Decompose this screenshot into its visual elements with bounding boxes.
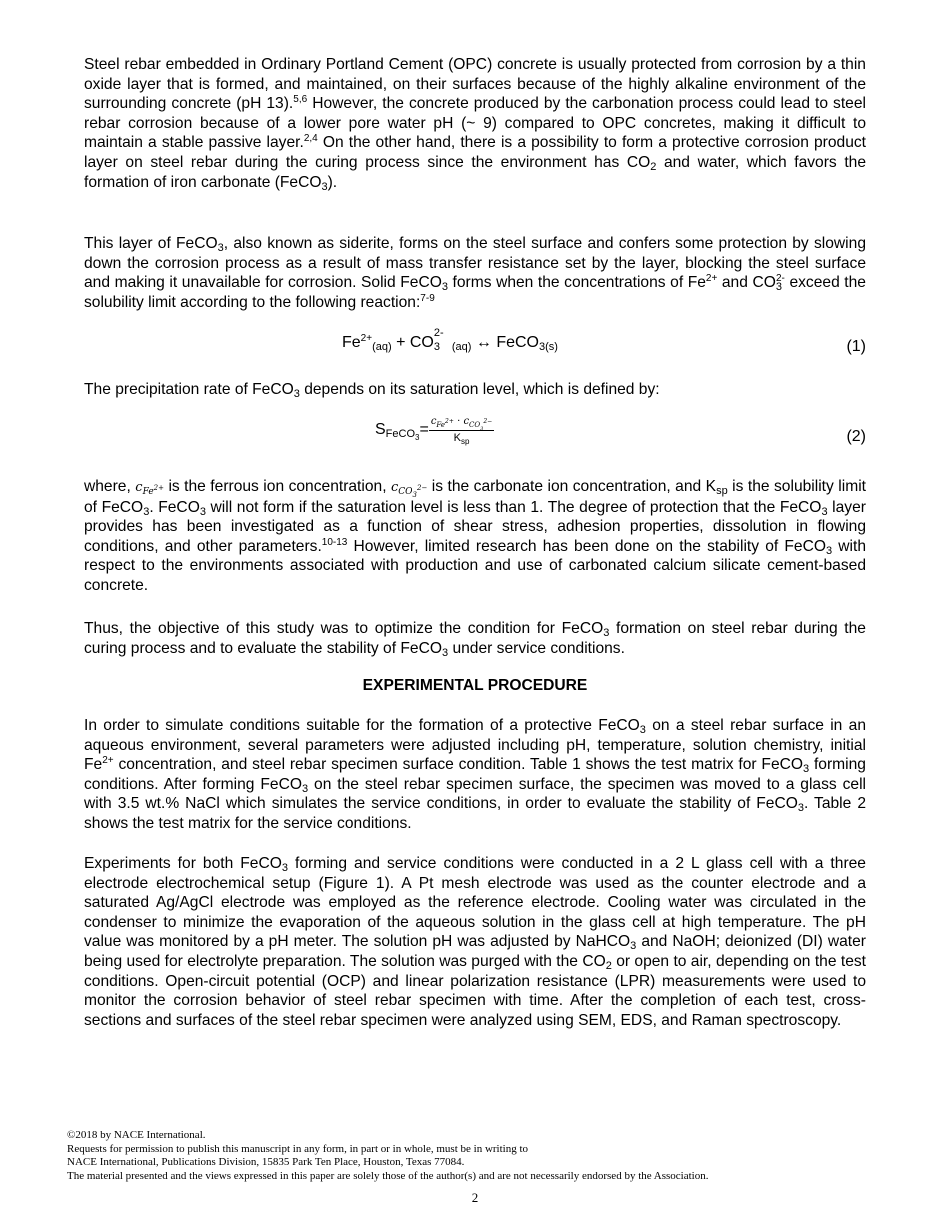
- paragraph-precipitation: The precipitation rate of FeCO$_3$ depends on its saturation level, which is defined by:: [84, 381, 660, 400]
- footer-disclaimer: The material presented and the views expressed in this paper are solely those of the author(s) and are not necessarily endorsed by the Association.: [67, 1169, 709, 1182]
- equation-1-body: $Fe^{2+}_{(aq)}$ + CO 2- 3 $_{(aq)}$ ↔ FeCO$_{3(s)}$: [342, 327, 558, 353]
- paragraph-experiments: Experiments for both FeCO$_3$ forming and service conditions were conducted in a 2 L glass cell with a three electrode electrochemical setup (Figure 1). A Pt mesh electrode was used as the counter electrode and a saturated Ag/AgCl electrode was employed as the reference electrode. Cooling water was circulated in the condenser to minimize the evaporation of the aqueous solution in the glass cell at high temperature. The pH value was monitored by a pH meter. The solution pH was adjusted by NaHCO$_3$ and NaOH; deionized (DI) water being used for electrolyte preparation. The solution was purged with the $CO_2$ or open to air, depending on the test conditions. Open-circuit potential (OCP) and linear polarization resistance (LPR) measurements were used to monitor the corrosion behavior of steel rebar specimen with time. After the completion of each test, cross-sections and surfaces of the steel rebar specimen were analyzed using SEM, EDS, and Raman spectroscopy.: [84, 855, 866, 1029]
- equation-number: (1): [846, 338, 866, 355]
- paragraph-simulation: In order to simulate conditions suitable for the formation of a protective FeCO$_3$ on a steel rebar surface in an aqueous environment, several parameters were adjusted including pH, temperature, solution chemistry, initial $Fe^{2+}$ concentration, and steel rebar specimen surface condition. Table 1 shows the test matrix for FeCO$_3$ forming conditions. After forming FeCO$_3$ on the steel rebar specimen surface, the specimen was moved to a glass cell with 3.5 wt.% NaCl which simulates the service conditions, in order to evaluate the stability of FeCO$_3$. Table 2 shows the test matrix for the service conditions.: [84, 717, 867, 832]
- paragraph-siderite: This layer of FeCO$_3$, also known as siderite, forms on the steel surface and confers some protection by slowing down the corrosion process as a result of mass transfer resistance set by the layer, blocking the steel surface and making it unavailable for corrosion. Solid FeCO$_3$ forms when the concentrations of $Fe^{2+}$ and $CO_3^{2-}$ exceed the solubility limit according to the following reaction:$^{7-9}$: [84, 235, 866, 311]
- fraction-numerator: $c_{Fe^{2+}} \cdot c_{CO_3^{2-}}$: [430, 416, 493, 432]
- section-heading: EXPERIMENTAL PROCEDURE: [362, 677, 588, 694]
- citation[interactable]: 2,4: [303, 133, 318, 145]
- equation-2-body: $S_{FeCO_3}=$ $\frac{c_{Fe^{2+}} \cdot c_{CO_3^{2-}}}{K_{sp}}$: [375, 416, 493, 446]
- paragraph-intro: Steel rebar embedded in Ordinary Portland Cement (OPC) concrete is usually protected from corrosion by a thin oxide layer that is formed, and maintained, on their surfaces because of the highly alkaline environment of the surrounding concrete (pH 13).$^{5,6}$ However, the concrete produced by the carbonation process could lead to steel rebar corrosion because of a lower pore water pH (~ 9) compared to OPC concretes, making it difficult to maintain a stable passive layer.$^{2,4}$ On the other hand, there is a possibility to form a protective corrosion product layer on steel rebar during the curing process since the environment has $CO_2$ and water, which favors the formation of iron carbonate (FeCO$_3$).: [84, 56, 866, 193]
- c-fe-symbol: $c_{Fe^{2+}}$: [135, 480, 164, 497]
- paragraph-objective: Thus, the objective of this study was to optimize the condition for FeCO$_3$ formation on steel rebar during the curing process and to evaluate the stability of FeCO$_3$ under service conditions.: [84, 620, 866, 659]
- footer: [67, 1129, 708, 1183]
- equation-2: [84, 416, 866, 460]
- fraction-denominator: $K_{sp}$: [453, 432, 470, 446]
- citation[interactable]: 5,6: [293, 94, 308, 106]
- c-co3-symbol: $c_{CO_3^{2-}}$: [391, 480, 428, 499]
- equation-1: [84, 327, 866, 360]
- equation-number: (2): [846, 428, 866, 445]
- citation[interactable]: 10-13: [321, 536, 348, 548]
- footer-copyright: ©2018 by NACE International.: [67, 1129, 206, 1141]
- footer-address: NACE International, Publications Division, 15835 Park Ten Place, Houston, Texas 77084.: [67, 1156, 465, 1168]
- saturation-fraction: [429, 416, 494, 444]
- footer-permission: Requests for permission to publish this manuscript in any form, in part or in whole, must be in writing to: [67, 1142, 529, 1155]
- page-number: 2: [471, 1190, 479, 1205]
- paragraph-where: where, $c_{Fe^{2+}}$ is the ferrous ion concentration, $c_{CO_3^{2-}}$ is the carbonate ion concentration, and $K_{sp}$ is the solubility limit of FeCO$_3$. FeCO$_3$ will not form if the saturation level is less than 1. The degree of protection that the FeCO$_3$ layer provides has been investigated as a function of shear stress, adhesion properties, dissolution in flowing conditions, and other parameters.$^{10-13}$ However, limited research has been done on the stability of FeCO$_3$ with respect to the environments associated with production and use of carbonated calcium silicate cement-based concrete.: [84, 478, 866, 594]
- citation[interactable]: 7-9: [420, 292, 435, 304]
